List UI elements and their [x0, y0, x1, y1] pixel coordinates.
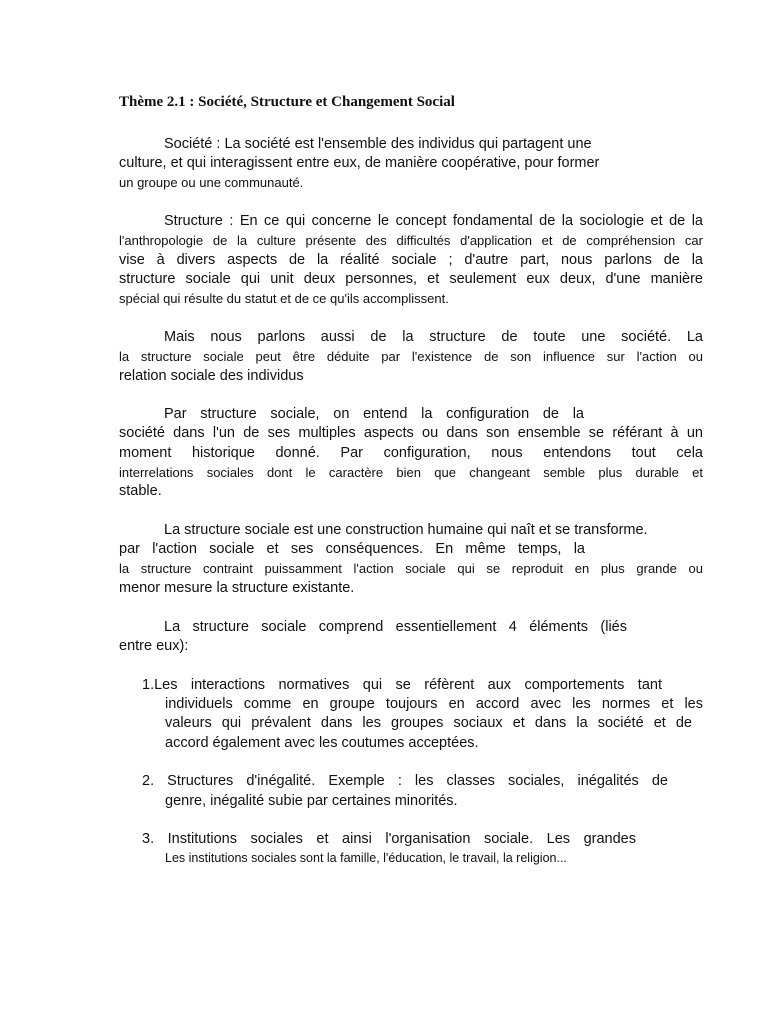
paragraph-line: La structure sociale comprend essentiellement 4 éléments (liés — [164, 619, 627, 635]
paragraph-line: société dans l'un de ses multiples aspects ou dans son ensemble se référant à un — [119, 425, 703, 441]
list-item: 3. Institutions sociales et ainsi l'organisation sociale. Les grandes — [142, 831, 636, 847]
document-title: Thème 2.1 : Société, Structure et Changement Social — [119, 94, 455, 110]
list-item-line: Les institutions sociales sont la famille, l'éducation, le travail, la religion... — [165, 851, 567, 865]
paragraph-line: structure sociale qui unit deux personnes, et seulement eux deux, d'une manière — [119, 271, 703, 287]
list-item-line: individuels comme en groupe toujours en accord avec les normes et les — [165, 696, 703, 712]
list-item: 2. Structures d'inégalité. Exemple : les classes sociales, inégalités de — [142, 773, 668, 789]
paragraph-line: relation sociale des individus — [119, 368, 304, 384]
paragraph-line: Par structure sociale, on entend la configuration de la — [164, 406, 584, 422]
paragraph-line: spécial qui résulte du statut et de ce qu'ils accomplissent. — [119, 291, 449, 306]
paragraph-line: Société : La société est l'ensemble des individus qui partagent une — [164, 136, 592, 152]
list-item-line: genre, inégalité subie par certaines minorités. — [165, 793, 458, 809]
paragraph-line: entre eux): — [119, 638, 189, 654]
paragraph-line: moment historique donné. Par configuration, nous entendons tout cela — [119, 445, 703, 461]
paragraph-line: menor mesure la structure existante. — [119, 580, 355, 596]
paragraph-line: par l'action sociale et ses conséquences. En même temps, la — [119, 541, 585, 557]
paragraph-line: un groupe ou une communauté. — [119, 175, 304, 190]
paragraph-line: la structure sociale peut être déduite par l'existence de son influence sur l'action ou — [119, 349, 703, 364]
list-item: 1.Les interactions normatives qui se réfèrent aux comportements tant — [142, 677, 662, 693]
paragraph-line: la structure contraint puissamment l'action sociale qui se reproduit en plus grande ou — [119, 561, 703, 576]
paragraph-line: Mais nous parlons aussi de la structure de toute une société. La — [164, 329, 703, 345]
list-item-line: accord également avec les coutumes acceptées. — [165, 735, 479, 751]
paragraph-line: La structure sociale est une construction humaine qui naît et se transforme. — [164, 522, 648, 538]
paragraph-line: interrelations sociales dont le caractère bien que changeant semble plus durable et — [119, 465, 703, 480]
paragraph-line: l'anthropologie de la culture présente des difficultés d'application et de compréhension car — [119, 233, 703, 248]
paragraph-line: stable. — [119, 483, 162, 499]
list-item-line: valeurs qui prévalent dans les groupes sociaux et dans la société et de — [165, 715, 692, 731]
paragraph-line: Structure : En ce qui concerne le concept fondamental de la sociologie et de la — [164, 213, 703, 229]
paragraph-line: culture, et qui interagissent entre eux, de manière coopérative, pour former — [119, 155, 600, 171]
paragraph-line: vise à divers aspects de la réalité sociale ; d'autre part, nous parlons de la — [119, 252, 703, 268]
